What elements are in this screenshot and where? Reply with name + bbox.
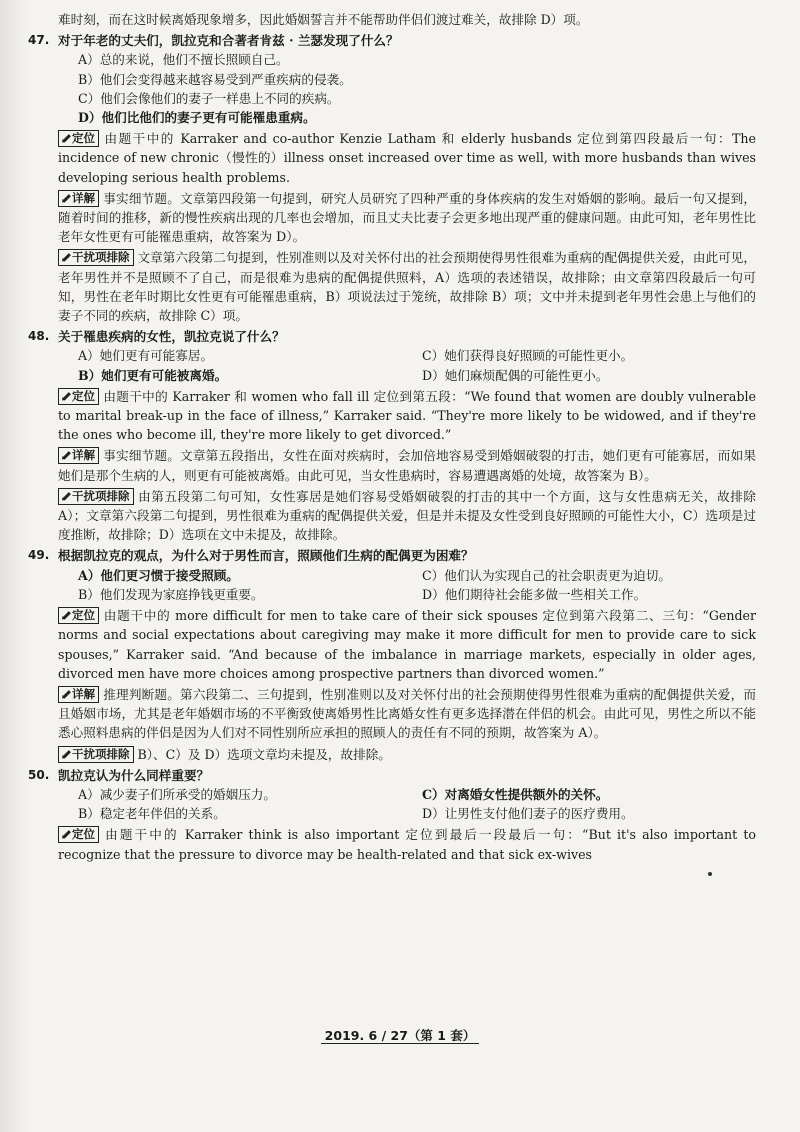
question-49: [28, 546, 756, 565]
pen-icon: [61, 391, 71, 401]
distract-paragraph: 干扰项排除 B）、C）及 D）选项文章均未提及，故排除。: [58, 745, 756, 764]
distract-tag: 干扰项排除: [58, 746, 134, 763]
option-c: C）他们认为实现自己的社会职责更为迫切。: [422, 567, 671, 583]
locate-tag: 定位: [58, 826, 99, 843]
locate-paragraph: 定位 由题干中的 Karraker and co-author Kenzie Latham 和 elderly husbands 定位到第四段最后一句：The incidence of new chronic（慢性的）illness onset increased over time as well, with more husbands than wives developing serious health problems.: [58, 131, 756, 185]
distract-tag: 干扰项排除: [58, 249, 134, 266]
option-d: D）她们麻烦配偶的可能性更小。: [422, 367, 609, 383]
pen-icon: [61, 689, 71, 699]
question-number: 48.: [28, 329, 50, 344]
option-c-answer: C）对离婚女性提供额外的关怀。: [422, 786, 609, 802]
question-47: [28, 31, 756, 50]
explain-tag: 详解: [58, 190, 99, 207]
option-d-answer: D）他们比他们的妻子更有可能罹患重病。: [78, 110, 316, 126]
pen-icon: [61, 193, 71, 203]
option-b-answer: B）她们更有可能被离婚。: [78, 367, 228, 383]
page-edge-shadow: [0, 0, 30, 1132]
option-c: C）他们会像他们的妻子一样患上不同的疾病。: [78, 90, 340, 106]
option-b: B）他们会变得越来越容易受到严重疾病的侵袭。: [78, 71, 352, 87]
pen-icon: [61, 829, 71, 839]
pen-icon: [61, 252, 71, 262]
page-footer: [0, 1026, 800, 1045]
locate-tag: 定位: [58, 388, 99, 405]
speck-mark: [708, 872, 712, 876]
locate-paragraph: 定位 由题干中的 Karraker 和 women who fall ill 定位到第五段：“We found that women are doubly vulnerable to marital break-up in the face of illness,” Karraker said. “They're more likely to be widowed, and if they're the ones who become ill, they're more likely to get divorced.”: [58, 388, 756, 443]
options-grid: [78, 566, 756, 604]
question-number: 50.: [28, 767, 50, 782]
explain-paragraph: 详解 事实细节题。文章第四段第一句提到，研究人员研究了四种严重的身体疾病的发生对婚姻的影响。最后一句又提到，随着时间的推移，新的慢性疾病出现的几率也会增加，而且丈夫比妻子会更多地出现严重的健康问题。由此可知，老年男性比老年女性更有可能罹患重病，故答案为 D）。: [58, 190, 756, 245]
explain-tag: 详解: [58, 447, 99, 464]
pen-icon: [61, 450, 71, 460]
explain-tag: 详解: [58, 686, 99, 703]
options-grid: [78, 785, 756, 823]
question-48: [28, 327, 756, 346]
option-b: B）他们发现为家庭挣钱更重要。: [78, 586, 264, 602]
locate-tag: 定位: [58, 130, 99, 147]
pen-icon: [61, 610, 71, 620]
option-b: B）稳定老年伴侣的关系。: [78, 806, 226, 822]
question-50: [28, 766, 756, 785]
question-text: 对于年老的丈夫们，凯拉克和合著者肯兹 · 兰瑟发现了什么？: [58, 33, 399, 49]
pen-icon: [61, 749, 71, 759]
locate-paragraph: 定位 由题干中的 more difficult for men to take care of their sick spouses 定位到第六段第二、三句：“Gender norms and social expectations about caregiving may make it more difficult for men to provide care to sick spouses,” Karraker said. “And because of the imbalance in marriage markets, especially in older ages, divorced men have more choices among prospective partners than divorced women.”: [58, 608, 756, 681]
option-a: A）总的来说，他们不擅长照顾自己。: [78, 52, 289, 68]
explain-paragraph: 详解 推理判断题。第六段第二、三句提到，性别准则以及对关怀付出的社会预期使得男性很难为重病的配偶提供关爱，而且婚姻市场，尤其是老年婚姻市场的不平衡致使离婚男性比离婚女性有更多选择潜在伴侣的机会。由此可见，男性之所以不能悉心照料患病的伴侣是因为人们对不同性别所应承担的照顾人的责任有不同的预期，故答案为 A）。: [58, 686, 756, 741]
option-a-answer: A）他们更习惯于接受照顾。: [78, 567, 239, 583]
intro-line: 难时刻，而在这时候离婚现象增多，因此婚姻誓言并不能帮助伴侣们渡过难关，故排除 D）项。: [58, 12, 589, 27]
question-number: 47.: [28, 33, 50, 48]
pen-icon: [61, 491, 71, 501]
options-grid: [78, 346, 756, 384]
option-d: D）让男性支付他们妻子的医疗费用。: [422, 806, 634, 822]
distract-paragraph: 干扰项排除 由第五段第二句可知，女性寡居是她们容易受婚姻破裂的打击的其中一个方面，这与女性患病无关，故排除 A）；文章第六段第二句提到，男性很难为重病的配偶提供关爱，但是并未提及女性受到良好照顾的可能性大小，C）选项是过度推断，故排除；D）选项在文中未提及，故排除。: [58, 488, 756, 543]
locate-tag: 定位: [58, 607, 99, 624]
option-d: D）他们期待社会能多做一些相关工作。: [422, 586, 647, 602]
question-number: 49.: [28, 548, 50, 563]
question-text: 凯拉克认为什么同样重要？: [58, 767, 210, 783]
distract-tag: 干扰项排除: [58, 488, 134, 505]
explain-paragraph: 详解 事实细节题。文章第五段指出，女性在面对疾病时，会加倍地容易受到婚姻破裂的打击，她们更有可能寡居，而如果她们是那个生病的人，则更有可能被离婚。由此可见，当女性患病时，容易遭遇离婚的处境，故答案为 B）。: [58, 448, 756, 483]
option-a: A）减少妻子们所承受的婚姻压力。: [78, 786, 277, 802]
option-a: A）她们更有可能寡居。: [78, 348, 214, 364]
page-number: 2019. 6 / 27（第 1 套）: [321, 1028, 480, 1044]
question-text: 关于罹患疾病的女性，凯拉克说了什么？: [58, 329, 285, 345]
option-c: C）她们获得良好照顾的可能性更小。: [422, 348, 634, 364]
question-text: 根据凯拉克的观点，为什么对于男性而言，照顾他们生病的配偶更为困难？: [58, 548, 474, 564]
locate-paragraph: 定位 由题干中的 Karraker think is also important 定位到最后一段最后一句：“But it's also important to recognize that the pressure to divorce may be health-related and that sick ex-wives: [58, 827, 756, 862]
pen-icon: [61, 133, 71, 143]
distract-paragraph: 干扰项排除 文章第六段第二句提到，性别准则以及对关怀付出的社会预期使得男性很难为重病的配偶提供关爱，由此可见，老年男性并不是照顾不了自己，而是很难为患病的配偶提供照料，A）选项的表述错误，故排除；由文章第四段最后一句可知，男性在老年时期比女性更有可能罹患重病，B）项说法过于笼统，故排除 B）项；文中并未提到老年男性会患上与他们的妻子不同的疾病，故排除 C）项。: [58, 250, 756, 324]
